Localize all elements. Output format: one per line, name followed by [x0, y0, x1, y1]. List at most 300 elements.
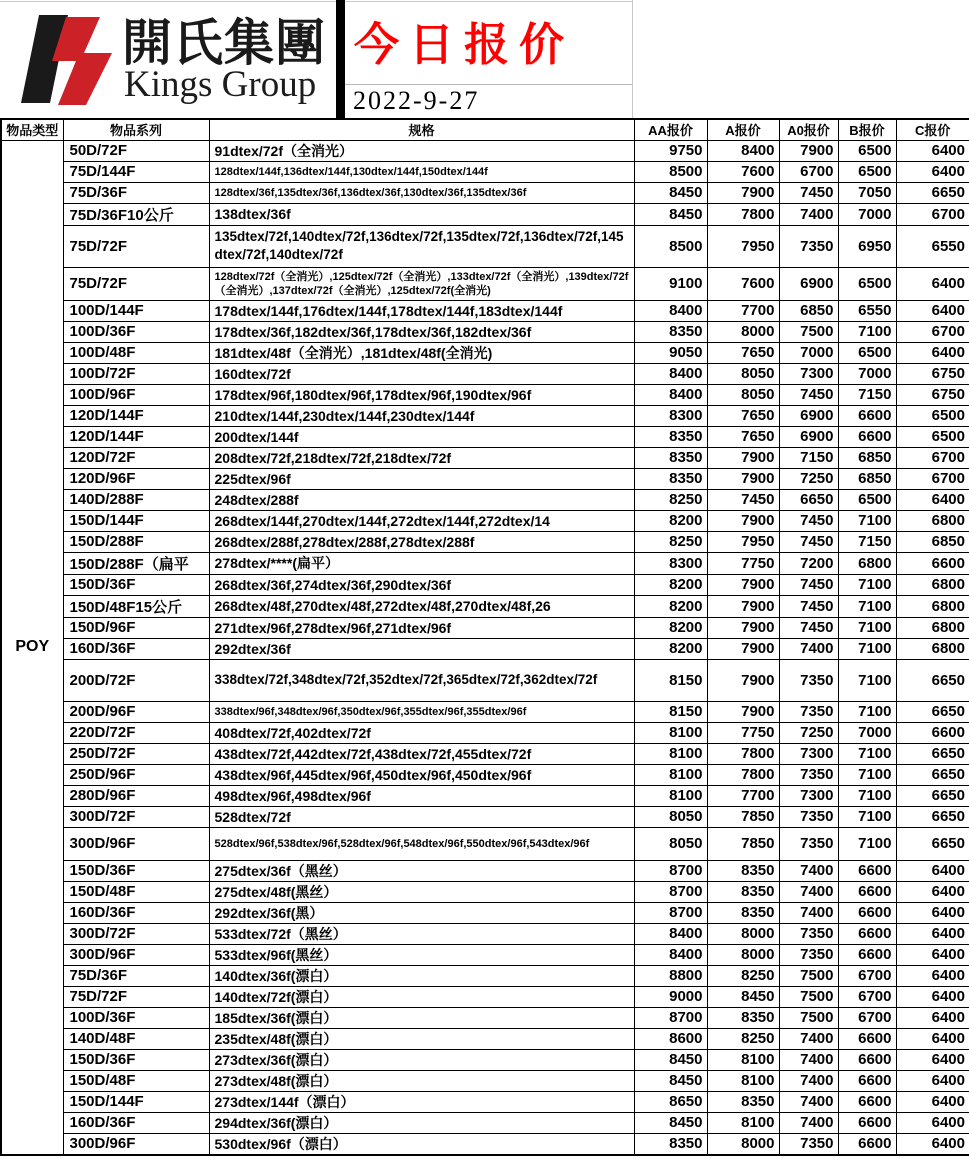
spec-cell: 178dtex/96f,180dtex/96f,178dtex/96f,190dtex/96f — [209, 384, 634, 405]
a-price-cell: 7900 — [707, 468, 779, 489]
aa-price-cell: 8800 — [634, 965, 707, 986]
table-row — [1, 300, 969, 321]
c-price-cell: 6600 — [896, 552, 969, 574]
series-cell: 120D/144F — [63, 405, 209, 426]
spec-cell: 140dtex/36f(漂白） — [209, 965, 634, 986]
b-price-cell: 6850 — [838, 447, 896, 468]
a-price-cell: 7900 — [707, 447, 779, 468]
table-row — [1, 140, 969, 161]
gridline-top — [0, 1, 632, 2]
a-price-cell: 7800 — [707, 743, 779, 764]
a-price-cell: 8450 — [707, 986, 779, 1007]
aa-price-cell: 8050 — [634, 806, 707, 827]
aa-price-cell: 9750 — [634, 140, 707, 161]
spec-cell: 408dtex/72f,402dtex/72f — [209, 722, 634, 743]
c-price-cell: 6400 — [896, 923, 969, 944]
page-title: 今日报价 — [354, 19, 575, 70]
table-row — [1, 489, 969, 510]
spec-cell: 138dtex/36f — [209, 203, 634, 225]
c-price-cell: 6500 — [896, 405, 969, 426]
table-row — [1, 447, 969, 468]
spec-cell: 338dtex/72f,348dtex/72f,352dtex/72f,365dtex/72f,362dtex/72f — [209, 659, 634, 701]
spec-cell: 528dtex/72f — [209, 806, 634, 827]
series-cell: 120D/72F — [63, 447, 209, 468]
company-name-english: Kings Group — [124, 64, 317, 105]
c-price-cell: 6400 — [896, 1091, 969, 1112]
a-price-cell: 8050 — [707, 363, 779, 384]
divider-bar — [336, 0, 345, 118]
a0-price-cell: 7400 — [779, 881, 838, 902]
b-price-cell: 6600 — [838, 1133, 896, 1155]
b-price-cell: 7100 — [838, 743, 896, 764]
series-cell: 100D/72F — [63, 363, 209, 384]
c-price-cell: 6750 — [896, 384, 969, 405]
a-price-cell: 8100 — [707, 1112, 779, 1133]
series-cell: 300D/96F — [63, 944, 209, 965]
spec-cell: 200dtex/144f — [209, 426, 634, 447]
series-cell: 150D/48F — [63, 881, 209, 902]
spec-cell: 181dtex/48f（全消光）,181dtex/48f(全消光) — [209, 342, 634, 363]
a0-price-cell: 7000 — [779, 342, 838, 363]
a-price-cell: 8100 — [707, 1070, 779, 1091]
series-cell: 100D/48F — [63, 342, 209, 363]
b-price-cell: 7000 — [838, 722, 896, 743]
aa-price-cell: 9000 — [634, 986, 707, 1007]
table-row — [1, 986, 969, 1007]
b-price-cell: 6600 — [838, 923, 896, 944]
series-cell: 100D/36F — [63, 1007, 209, 1028]
c-price-cell: 6600 — [896, 722, 969, 743]
series-cell: 150D/144F — [63, 510, 209, 531]
aa-price-cell: 8650 — [634, 1091, 707, 1112]
a-price-cell: 8000 — [707, 923, 779, 944]
series-cell: 300D/72F — [63, 923, 209, 944]
aa-price-cell: 8100 — [634, 764, 707, 785]
spec-cell: 178dtex/36f,182dtex/36f,178dtex/36f,182dtex/36f — [209, 321, 634, 342]
series-cell: 280D/96F — [63, 785, 209, 806]
aa-price-cell: 9100 — [634, 267, 707, 300]
spec-cell: 273dtex/36f(漂白） — [209, 1049, 634, 1070]
a0-price-cell: 6900 — [779, 267, 838, 300]
aa-price-cell: 8350 — [634, 468, 707, 489]
series-cell: 140D/288F — [63, 489, 209, 510]
a0-price-cell: 7450 — [779, 617, 838, 638]
series-cell: 100D/36F — [63, 321, 209, 342]
c-price-cell: 6700 — [896, 203, 969, 225]
table-row — [1, 384, 969, 405]
series-cell: 160D/36F — [63, 638, 209, 659]
spec-cell: 128dtex/144f,136dtex/144f,130dtex/144f,150dtex/144f — [209, 161, 634, 182]
series-cell: 150D/36F — [63, 1049, 209, 1070]
table-row — [1, 806, 969, 827]
series-cell: 140D/48F — [63, 1028, 209, 1049]
spec-cell: 533dtex/96f(黑丝） — [209, 944, 634, 965]
aa-price-cell: 8400 — [634, 923, 707, 944]
a0-price-cell: 7350 — [779, 659, 838, 701]
aa-price-cell: 8600 — [634, 1028, 707, 1049]
company-logo — [6, 3, 334, 115]
b-price-cell: 6600 — [838, 1091, 896, 1112]
series-cell: 100D/96F — [63, 384, 209, 405]
b-price-cell: 7100 — [838, 764, 896, 785]
aa-price-cell: 8400 — [634, 384, 707, 405]
b-price-cell: 6700 — [838, 965, 896, 986]
spec-cell: 338dtex/96f,348dtex/96f,350dtex/96f,355dtex/96f,355dtex/96f — [209, 701, 634, 722]
table-row — [1, 468, 969, 489]
a0-price-cell: 7350 — [779, 1133, 838, 1155]
b-price-cell: 7100 — [838, 701, 896, 722]
table-row — [1, 182, 969, 203]
b-price-cell: 6600 — [838, 902, 896, 923]
spec-cell: 533dtex/72f（黑丝） — [209, 923, 634, 944]
spec-cell: 438dtex/72f,442dtex/72f,438dtex/72f,455dtex/72f — [209, 743, 634, 764]
c-price-cell: 6400 — [896, 1028, 969, 1049]
a0-price-cell: 7350 — [779, 923, 838, 944]
b-price-cell: 6600 — [838, 1112, 896, 1133]
c-price-cell: 6400 — [896, 161, 969, 182]
a0-price-cell: 7400 — [779, 860, 838, 881]
table-row — [1, 701, 969, 722]
gridline-vertical — [632, 0, 633, 118]
spec-cell: 140dtex/72f(漂白） — [209, 986, 634, 1007]
header-a0-quote: A0报价 — [779, 119, 838, 140]
table-row — [1, 1007, 969, 1028]
table-row — [1, 531, 969, 552]
table-row — [1, 965, 969, 986]
b-price-cell: 7100 — [838, 785, 896, 806]
a0-price-cell: 7200 — [779, 552, 838, 574]
c-price-cell: 6400 — [896, 1112, 969, 1133]
aa-price-cell: 8350 — [634, 1133, 707, 1155]
table-row — [1, 574, 969, 595]
series-cell: 200D/72F — [63, 659, 209, 701]
spec-cell: 128dtex/72f（全消光）,125dtex/72f（全消光）,133dtex/72f（全消光）,139dtex/72f（全消光）,137dtex/72f（全消光）,125dtex/72f(全消光) — [209, 267, 634, 300]
spec-cell: 294dtex/36f(漂白） — [209, 1112, 634, 1133]
spec-cell: 91dtex/72f（全消光） — [209, 140, 634, 161]
c-price-cell: 6650 — [896, 659, 969, 701]
table-row — [1, 785, 969, 806]
c-price-cell: 6500 — [896, 426, 969, 447]
a-price-cell: 8000 — [707, 944, 779, 965]
c-price-cell: 6400 — [896, 902, 969, 923]
c-price-cell: 6650 — [896, 785, 969, 806]
table-row — [1, 1112, 969, 1133]
table-row — [1, 363, 969, 384]
b-price-cell: 7050 — [838, 182, 896, 203]
b-price-cell: 6500 — [838, 342, 896, 363]
series-cell: 150D/144F — [63, 1091, 209, 1112]
b-price-cell: 7150 — [838, 531, 896, 552]
b-price-cell: 6700 — [838, 1007, 896, 1028]
a-price-cell: 8000 — [707, 1133, 779, 1155]
b-price-cell: 6500 — [838, 267, 896, 300]
a0-price-cell: 7450 — [779, 531, 838, 552]
banner — [0, 0, 969, 118]
b-price-cell: 6950 — [838, 225, 896, 267]
b-price-cell: 6600 — [838, 1070, 896, 1091]
table-row — [1, 1028, 969, 1049]
spec-cell: 268dtex/288f,278dtex/288f,278dtex/288f — [209, 531, 634, 552]
spec-cell: 268dtex/144f,270dtex/144f,272dtex/144f,272dtex/14 — [209, 510, 634, 531]
series-cell: 120D/96F — [63, 468, 209, 489]
c-price-cell: 6400 — [896, 140, 969, 161]
aa-price-cell: 8700 — [634, 902, 707, 923]
c-price-cell: 6400 — [896, 1070, 969, 1091]
b-price-cell: 7100 — [838, 659, 896, 701]
table-row — [1, 161, 969, 182]
a0-price-cell: 7400 — [779, 1028, 838, 1049]
a0-price-cell: 7450 — [779, 595, 838, 617]
table-row — [1, 321, 969, 342]
b-price-cell: 7000 — [838, 203, 896, 225]
a0-price-cell: 7500 — [779, 965, 838, 986]
spec-cell: 498dtex/96f,498dtex/96f — [209, 785, 634, 806]
table-row — [1, 1049, 969, 1070]
a-price-cell: 7650 — [707, 405, 779, 426]
b-price-cell: 7000 — [838, 363, 896, 384]
a0-price-cell: 7250 — [779, 722, 838, 743]
c-price-cell: 6800 — [896, 638, 969, 659]
b-price-cell: 7150 — [838, 384, 896, 405]
series-cell: 75D/36F10公斤 — [63, 203, 209, 225]
aa-price-cell: 8350 — [634, 321, 707, 342]
b-price-cell: 6500 — [838, 140, 896, 161]
a0-price-cell: 7450 — [779, 182, 838, 203]
b-price-cell: 7100 — [838, 510, 896, 531]
a0-price-cell: 7500 — [779, 986, 838, 1007]
c-price-cell: 6750 — [896, 363, 969, 384]
b-price-cell: 6600 — [838, 426, 896, 447]
a0-price-cell: 7350 — [779, 806, 838, 827]
spec-cell: 292dtex/36f(黑） — [209, 902, 634, 923]
a0-price-cell: 7350 — [779, 944, 838, 965]
c-price-cell: 6650 — [896, 806, 969, 827]
aa-price-cell: 8200 — [634, 617, 707, 638]
c-price-cell: 6800 — [896, 595, 969, 617]
a-price-cell: 7900 — [707, 510, 779, 531]
gridline-under-title — [345, 84, 632, 85]
series-cell: 150D/288F（扁平 — [63, 552, 209, 574]
table-row — [1, 405, 969, 426]
spec-cell: 268dtex/48f,270dtex/48f,272dtex/48f,270dtex/48f,26 — [209, 595, 634, 617]
c-price-cell: 6650 — [896, 701, 969, 722]
aa-price-cell: 8350 — [634, 426, 707, 447]
spec-cell: 178dtex/144f,176dtex/144f,178dtex/144f,183dtex/144f — [209, 300, 634, 321]
b-price-cell: 7100 — [838, 574, 896, 595]
aa-price-cell: 8100 — [634, 743, 707, 764]
series-cell: 120D/144F — [63, 426, 209, 447]
a-price-cell: 7700 — [707, 785, 779, 806]
series-cell: 75D/36F — [63, 965, 209, 986]
c-price-cell: 6400 — [896, 342, 969, 363]
table-row — [1, 426, 969, 447]
spec-cell: 273dtex/48f(漂白） — [209, 1070, 634, 1091]
series-cell: 250D/72F — [63, 743, 209, 764]
header-a-quote: A报价 — [707, 119, 779, 140]
c-price-cell: 6400 — [896, 860, 969, 881]
spec-cell: 210dtex/144f,230dtex/144f,230dtex/144f — [209, 405, 634, 426]
table-row — [1, 743, 969, 764]
a0-price-cell: 7400 — [779, 902, 838, 923]
table-row — [1, 764, 969, 785]
c-price-cell: 6700 — [896, 468, 969, 489]
aa-price-cell: 8400 — [634, 363, 707, 384]
b-price-cell: 6600 — [838, 405, 896, 426]
a0-price-cell: 6650 — [779, 489, 838, 510]
series-cell: 50D/72F — [63, 140, 209, 161]
a-price-cell: 7600 — [707, 267, 779, 300]
spec-cell: 271dtex/96f,278dtex/96f,271dtex/96f — [209, 617, 634, 638]
b-price-cell: 6500 — [838, 489, 896, 510]
table-row — [1, 902, 969, 923]
aa-price-cell: 8050 — [634, 827, 707, 860]
c-price-cell: 6400 — [896, 944, 969, 965]
spec-cell: 235dtex/48f(漂白） — [209, 1028, 634, 1049]
series-cell: 220D/72F — [63, 722, 209, 743]
a-price-cell: 8350 — [707, 881, 779, 902]
spec-cell: 128dtex/36f,135dtex/36f,136dtex/36f,130dtex/36f,135dtex/36f — [209, 182, 634, 203]
table-row — [1, 1070, 969, 1091]
a0-price-cell: 7350 — [779, 225, 838, 267]
a-price-cell: 7900 — [707, 638, 779, 659]
aa-price-cell: 9050 — [634, 342, 707, 363]
series-cell: 150D/48F — [63, 1070, 209, 1091]
b-price-cell: 6600 — [838, 881, 896, 902]
header-item-type: 物品类型 — [1, 119, 63, 140]
a-price-cell: 7450 — [707, 489, 779, 510]
a0-price-cell: 7300 — [779, 785, 838, 806]
a-price-cell: 7650 — [707, 426, 779, 447]
series-cell: 150D/96F — [63, 617, 209, 638]
a0-price-cell: 7400 — [779, 1112, 838, 1133]
company-name-chinese: 開氏集團 — [122, 13, 326, 72]
aa-price-cell: 8100 — [634, 722, 707, 743]
spec-cell: 185dtex/36f(漂白） — [209, 1007, 634, 1028]
series-cell: 200D/96F — [63, 701, 209, 722]
aa-price-cell: 8200 — [634, 638, 707, 659]
c-price-cell: 6700 — [896, 447, 969, 468]
c-price-cell: 6400 — [896, 986, 969, 1007]
a0-price-cell: 7400 — [779, 1070, 838, 1091]
b-price-cell: 6600 — [838, 1049, 896, 1070]
a0-price-cell: 6850 — [779, 300, 838, 321]
table-row — [1, 267, 969, 300]
table-row — [1, 638, 969, 659]
spec-cell: 268dtex/36f,274dtex/36f,290dtex/36f — [209, 574, 634, 595]
a-price-cell: 7850 — [707, 806, 779, 827]
aa-price-cell: 8150 — [634, 701, 707, 722]
series-cell: 250D/96F — [63, 764, 209, 785]
table-row — [1, 923, 969, 944]
quote-date: 2022-9-27 — [353, 86, 480, 115]
table-row — [1, 225, 969, 267]
a-price-cell: 7750 — [707, 552, 779, 574]
b-price-cell: 6700 — [838, 986, 896, 1007]
a-price-cell: 8250 — [707, 1028, 779, 1049]
aa-price-cell: 8200 — [634, 574, 707, 595]
b-price-cell: 7100 — [838, 638, 896, 659]
c-price-cell: 6650 — [896, 764, 969, 785]
table-row — [1, 203, 969, 225]
a0-price-cell: 7300 — [779, 363, 838, 384]
header-c-quote: C报价 — [896, 119, 969, 140]
aa-price-cell: 8450 — [634, 1049, 707, 1070]
aa-price-cell: 8450 — [634, 182, 707, 203]
aa-price-cell: 8450 — [634, 1070, 707, 1091]
table-row — [1, 617, 969, 638]
table-row — [1, 944, 969, 965]
table-row — [1, 1133, 969, 1155]
series-cell: 300D/96F — [63, 827, 209, 860]
a0-price-cell: 7250 — [779, 468, 838, 489]
table-row — [1, 552, 969, 574]
series-cell: 75D/36F — [63, 182, 209, 203]
spec-cell: 292dtex/36f — [209, 638, 634, 659]
a0-price-cell: 7450 — [779, 574, 838, 595]
b-price-cell: 7100 — [838, 321, 896, 342]
spec-cell: 275dtex/48f(黑丝） — [209, 881, 634, 902]
c-price-cell: 6800 — [896, 510, 969, 531]
series-cell: 160D/36F — [63, 1112, 209, 1133]
table-row — [1, 860, 969, 881]
a-price-cell: 7800 — [707, 764, 779, 785]
a-price-cell: 7800 — [707, 203, 779, 225]
c-price-cell: 6850 — [896, 531, 969, 552]
spec-cell: 225dtex/96f — [209, 468, 634, 489]
c-price-cell: 6650 — [896, 827, 969, 860]
spec-cell: 160dtex/72f — [209, 363, 634, 384]
aa-price-cell: 8250 — [634, 489, 707, 510]
b-price-cell: 7100 — [838, 617, 896, 638]
spec-cell: 208dtex/72f,218dtex/72f,218dtex/72f — [209, 447, 634, 468]
spec-cell: 528dtex/96f,538dtex/96f,528dtex/96f,548dtex/96f,550dtex/96f,543dtex/96f — [209, 827, 634, 860]
a-price-cell: 7900 — [707, 595, 779, 617]
c-price-cell: 6400 — [896, 965, 969, 986]
c-price-cell: 6400 — [896, 881, 969, 902]
c-price-cell: 6650 — [896, 743, 969, 764]
table-row — [1, 827, 969, 860]
aa-price-cell: 8250 — [634, 531, 707, 552]
a-price-cell: 7700 — [707, 300, 779, 321]
spec-cell: 278dtex/****(扁平） — [209, 552, 634, 574]
aa-price-cell: 8100 — [634, 785, 707, 806]
a-price-cell: 8000 — [707, 321, 779, 342]
b-price-cell: 6600 — [838, 1028, 896, 1049]
c-price-cell: 6650 — [896, 182, 969, 203]
a0-price-cell: 7350 — [779, 764, 838, 785]
aa-price-cell: 8700 — [634, 860, 707, 881]
spec-cell: 275dtex/36f（黑丝） — [209, 860, 634, 881]
series-cell: 150D/48F15公斤 — [63, 595, 209, 617]
spec-cell: 135dtex/72f,140dtex/72f,136dtex/72f,135dtex/72f,136dtex/72f,145dtex/72f,140dtex/72f — [209, 225, 634, 267]
b-price-cell: 6800 — [838, 552, 896, 574]
b-price-cell: 7100 — [838, 595, 896, 617]
table-header-row — [1, 119, 969, 140]
a0-price-cell: 6700 — [779, 161, 838, 182]
a0-price-cell: 7350 — [779, 701, 838, 722]
table-row — [1, 510, 969, 531]
aa-price-cell: 8400 — [634, 300, 707, 321]
c-price-cell: 6400 — [896, 1049, 969, 1070]
a0-price-cell: 7450 — [779, 510, 838, 531]
b-price-cell: 6550 — [838, 300, 896, 321]
aa-price-cell: 8700 — [634, 881, 707, 902]
spec-cell: 248dtex/288f — [209, 489, 634, 510]
header-aa-quote: AA报价 — [634, 119, 707, 140]
header-spec: 规格 — [209, 119, 634, 140]
a-price-cell: 8350 — [707, 902, 779, 923]
aa-price-cell: 8150 — [634, 659, 707, 701]
